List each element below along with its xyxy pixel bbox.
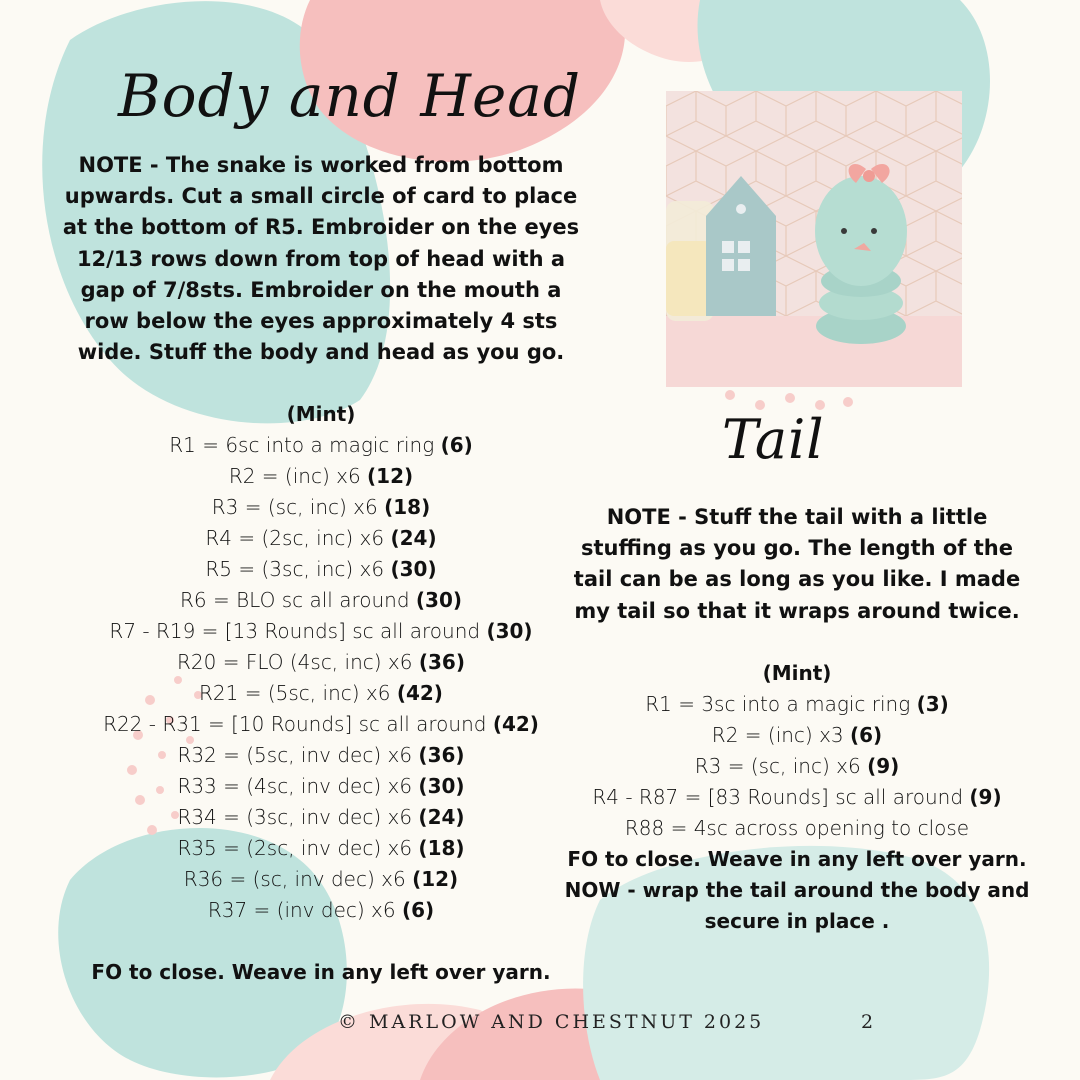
round-instruction: R35 = (2sc, inv dec) x6 xyxy=(177,836,419,861)
pattern-round xyxy=(60,802,582,833)
body-head-color-label: (Mint) xyxy=(286,402,356,427)
stitch-count: (24) xyxy=(390,526,437,551)
round-instruction: R33 = (4sc, inv dec) x6 xyxy=(177,774,419,799)
round-instruction: R36 = (sc, inv dec) x6 xyxy=(183,867,413,892)
body-head-note: NOTE - The snake is worked from bottom upwards. Cut a small circle of card to place at the bottom of R5. Embroider on the eyes 12/13 rows down from top of head with a gap of 7/8sts. Embroider on the mouth a row below the eyes approximately 4 sts wide. Stuff the body and head as you go. xyxy=(62,153,580,365)
round-instruction: R1 = 3sc into a magic ring xyxy=(645,691,917,716)
pattern-round xyxy=(560,782,1034,813)
pattern-round xyxy=(60,585,582,616)
body-head-closing: FO to close. Weave in any left over yarn. xyxy=(91,960,551,985)
pattern-round xyxy=(60,864,582,895)
pattern-round xyxy=(60,709,582,740)
stitch-count: (42) xyxy=(492,712,539,737)
amigurumi-snake-photo xyxy=(666,91,962,387)
round-instruction: R7 - R19 = [13 Rounds] sc all around xyxy=(109,619,487,644)
tail-rounds xyxy=(560,689,1034,844)
round-instruction: R3 = (sc, inc) x6 xyxy=(211,495,385,520)
round-instruction: R32 = (5sc, inv dec) x6 xyxy=(177,743,419,768)
stitch-count: (30) xyxy=(418,774,465,799)
tail-pattern xyxy=(560,502,1034,937)
pattern-round xyxy=(60,616,582,647)
body-head-pattern xyxy=(60,150,582,988)
tail-color-label: (Mint) xyxy=(762,660,832,685)
pattern-round xyxy=(560,689,1034,720)
pattern-round xyxy=(60,833,582,864)
body-head-rounds xyxy=(60,430,582,926)
round-instruction: R5 = (3sc, inc) x6 xyxy=(205,557,391,582)
round-instruction: R21 = (5sc, inc) x6 xyxy=(199,681,397,706)
stitch-count: (6) xyxy=(440,433,473,458)
stitch-count: (30) xyxy=(415,588,463,613)
round-instruction: R2 = (inc) x3 xyxy=(711,722,850,747)
tail-closing-1: FO to close. Weave in any left over yarn. xyxy=(567,846,1027,871)
pattern-round xyxy=(60,740,582,771)
pattern-round xyxy=(60,492,582,523)
pattern-round xyxy=(60,771,582,802)
body-and-head-heading: Body and Head xyxy=(118,62,581,130)
stitch-count: (9) xyxy=(867,753,900,778)
round-instruction: R22 - R31 = [10 Rounds] sc all around xyxy=(103,712,493,737)
stitch-count: (36) xyxy=(418,743,465,768)
stitch-count: (9) xyxy=(969,784,1002,809)
stitch-count: (18) xyxy=(418,836,465,861)
pattern-round xyxy=(60,554,582,585)
pattern-round xyxy=(60,895,582,926)
stitch-count: (12) xyxy=(367,464,414,489)
page-number: 2 xyxy=(861,1011,874,1033)
round-instruction: R4 = (2sc, inc) x6 xyxy=(205,526,391,551)
pattern-round xyxy=(60,678,582,709)
stitch-count: (42) xyxy=(396,681,443,706)
tail-note: NOTE - Stuff the tail with a little stuffing as you go. The length of the tail can be as long as you like. I made my tail so that it wraps around twice. xyxy=(573,505,1021,623)
stitch-count: (12) xyxy=(412,867,459,892)
round-instruction: R2 = (inc) x6 xyxy=(228,464,368,489)
stitch-count: (24) xyxy=(418,805,465,830)
footer xyxy=(0,1011,1080,1037)
pattern-round xyxy=(60,430,582,461)
stitch-count: (18) xyxy=(384,495,431,520)
round-instruction: R3 = (sc, inc) x6 xyxy=(694,753,868,778)
pattern-round xyxy=(560,720,1034,751)
stitch-count: (30) xyxy=(486,619,533,644)
round-instruction: R88 = 4sc across opening to close xyxy=(624,815,970,840)
pattern-round xyxy=(560,751,1034,782)
stitch-count: (6) xyxy=(401,898,435,923)
pattern-round xyxy=(60,647,582,678)
stitch-count: (30) xyxy=(390,557,437,582)
round-instruction: R20 = FLO (4sc, inc) x6 xyxy=(177,650,419,675)
round-instruction: R4 - R87 = [83 Rounds] sc all around xyxy=(592,784,970,809)
stitch-count: (6) xyxy=(850,722,883,747)
pattern-round xyxy=(60,523,582,554)
tail-heading: Tail xyxy=(722,408,825,471)
round-instruction: R34 = (3sc, inv dec) x6 xyxy=(177,805,419,830)
pattern-round xyxy=(560,813,1034,844)
stitch-count: (36) xyxy=(418,650,465,675)
pattern-round xyxy=(60,461,582,492)
round-instruction: R1 = 6sc into a magic ring xyxy=(169,433,441,458)
stitch-count: (3) xyxy=(916,691,949,716)
round-instruction: R6 = BLO sc all around xyxy=(179,588,416,613)
copyright-text: © MARLOW AND CHESTNUT 2025 xyxy=(338,1011,765,1033)
round-instruction: R37 = (inv dec) x6 xyxy=(207,898,402,923)
tail-closing-2: NOW - wrap the tail around the body and secure in place . xyxy=(564,877,1030,933)
